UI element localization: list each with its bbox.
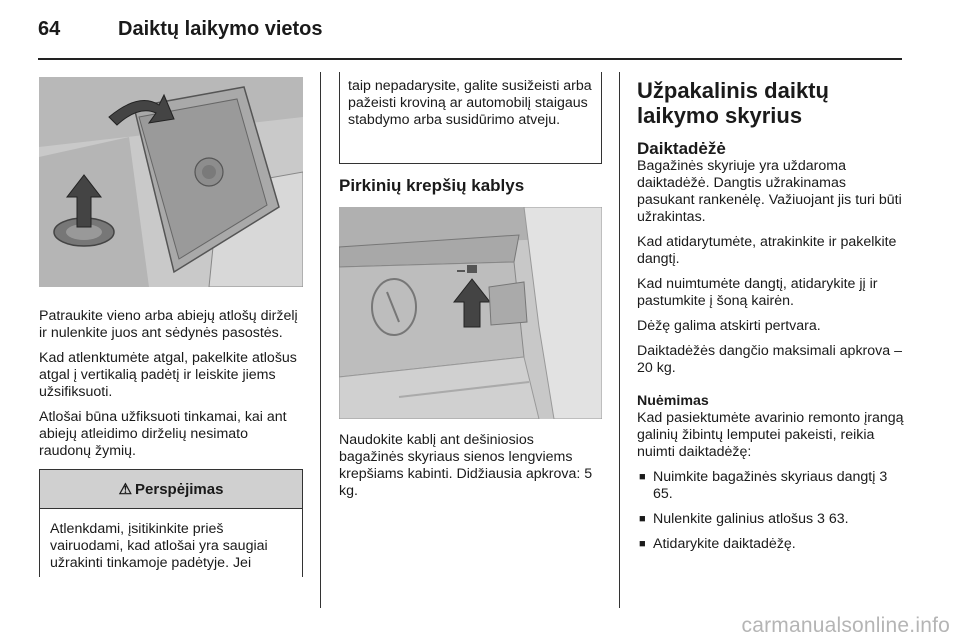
paragraph: Naudokite kablį ant dešiniosios bagažinės skyriaus sienos lengviems krepšiams kabinti. Didžiausia apkrova: 5 kg.	[339, 432, 593, 499]
subsection-heading: Daiktadėžė	[637, 139, 726, 158]
removal-heading: Nuėmimas	[637, 393, 709, 409]
section-heading: Pirkinių krepšių kablys	[339, 176, 525, 195]
list-item-text: Nuimkite bagažinės skyriaus dangtį 3 65.	[653, 469, 888, 502]
bullet-square-icon: ■	[639, 538, 646, 550]
paragraph: Kad atidarytumėte, atrakinkite ir pakelkite dangtį.	[637, 234, 897, 267]
shopping-bag-hook-illustration	[339, 207, 602, 419]
paragraph: Bagažinės skyriuje yra uždaroma daiktadėžė. Dangtis užrakinamas pasukant rankenėlę. Važiuojant jis turi būti užrakintas.	[637, 158, 902, 225]
list-item	[637, 469, 905, 503]
watermark: carmanualsonline.info	[741, 614, 950, 637]
list-item-text: Atidarykite daiktadėžę.	[653, 536, 796, 552]
warning-header	[40, 470, 302, 509]
paragraph: Daiktadėžės dangčio maksimali apkrova – 20 kg.	[637, 343, 902, 376]
paragraph: Kad atlenktumėte atgal, pakelkite atlošus atgal į vertikalią padėtį ir leiskite jiems užsifiksuoti.	[39, 350, 297, 400]
column-middle	[339, 72, 602, 500]
seat-backrest-illustration	[39, 77, 303, 287]
list-item	[637, 511, 905, 528]
bullet-square-icon: ■	[639, 471, 646, 483]
header-rule	[38, 58, 902, 60]
warning-box	[39, 469, 303, 577]
bullet-square-icon: ■	[639, 513, 646, 525]
column-divider-right	[619, 72, 620, 608]
section-heading: Užpakalinis daiktų laikymo skyrius	[637, 78, 829, 128]
warning-body	[40, 509, 302, 582]
paragraph: Kad pasiektumėte avarinio remonto įrangą galinių žibintų lemputei pakeisti, reikia nuimti daiktadėžę:	[637, 410, 904, 460]
warning-title: Perspėjimas	[135, 480, 224, 498]
list-item	[637, 536, 905, 553]
paragraph: Patraukite vieno arba abiejų atlošų dirželį ir nulenkite juos ant sėdynės pasostės.	[39, 308, 298, 341]
column-right	[637, 78, 905, 561]
paragraph: Kad nuimtumėte dangtį, atidarykite jį ir pastumkite į šoną kairėn.	[637, 276, 878, 309]
paragraph: Dėžę galima atskirti pertvara.	[637, 318, 821, 334]
column-divider-left	[320, 72, 321, 608]
list-item-text: Nulenkite galinius atlošus 3 63.	[653, 511, 849, 527]
warning-triangle-icon: ⚠	[118, 481, 133, 498]
warning-box-continued	[339, 72, 602, 164]
warning-text: Atlenkdami, įsitikinkite prieš vairuodami, kad atlošai yra saugiai užrakinti tinkamoje padėtyje. Jei	[50, 521, 268, 571]
bullet-list	[637, 469, 905, 553]
column-left	[39, 77, 303, 577]
page-title: Daiktų laikymo vietos	[118, 18, 323, 40]
page-number: 64	[38, 18, 61, 40]
paragraph: Atlošai būna užfiksuoti tinkamai, kai ant abiejų atleidimo dirželių nesimato raudonų žymių.	[39, 409, 287, 459]
warning-continued-text: taip nepadarysite, galite susižeisti arba pažeisti kroviną ar automobilį staigaus stabdymo arba susidūrimo atveju.	[348, 78, 592, 128]
